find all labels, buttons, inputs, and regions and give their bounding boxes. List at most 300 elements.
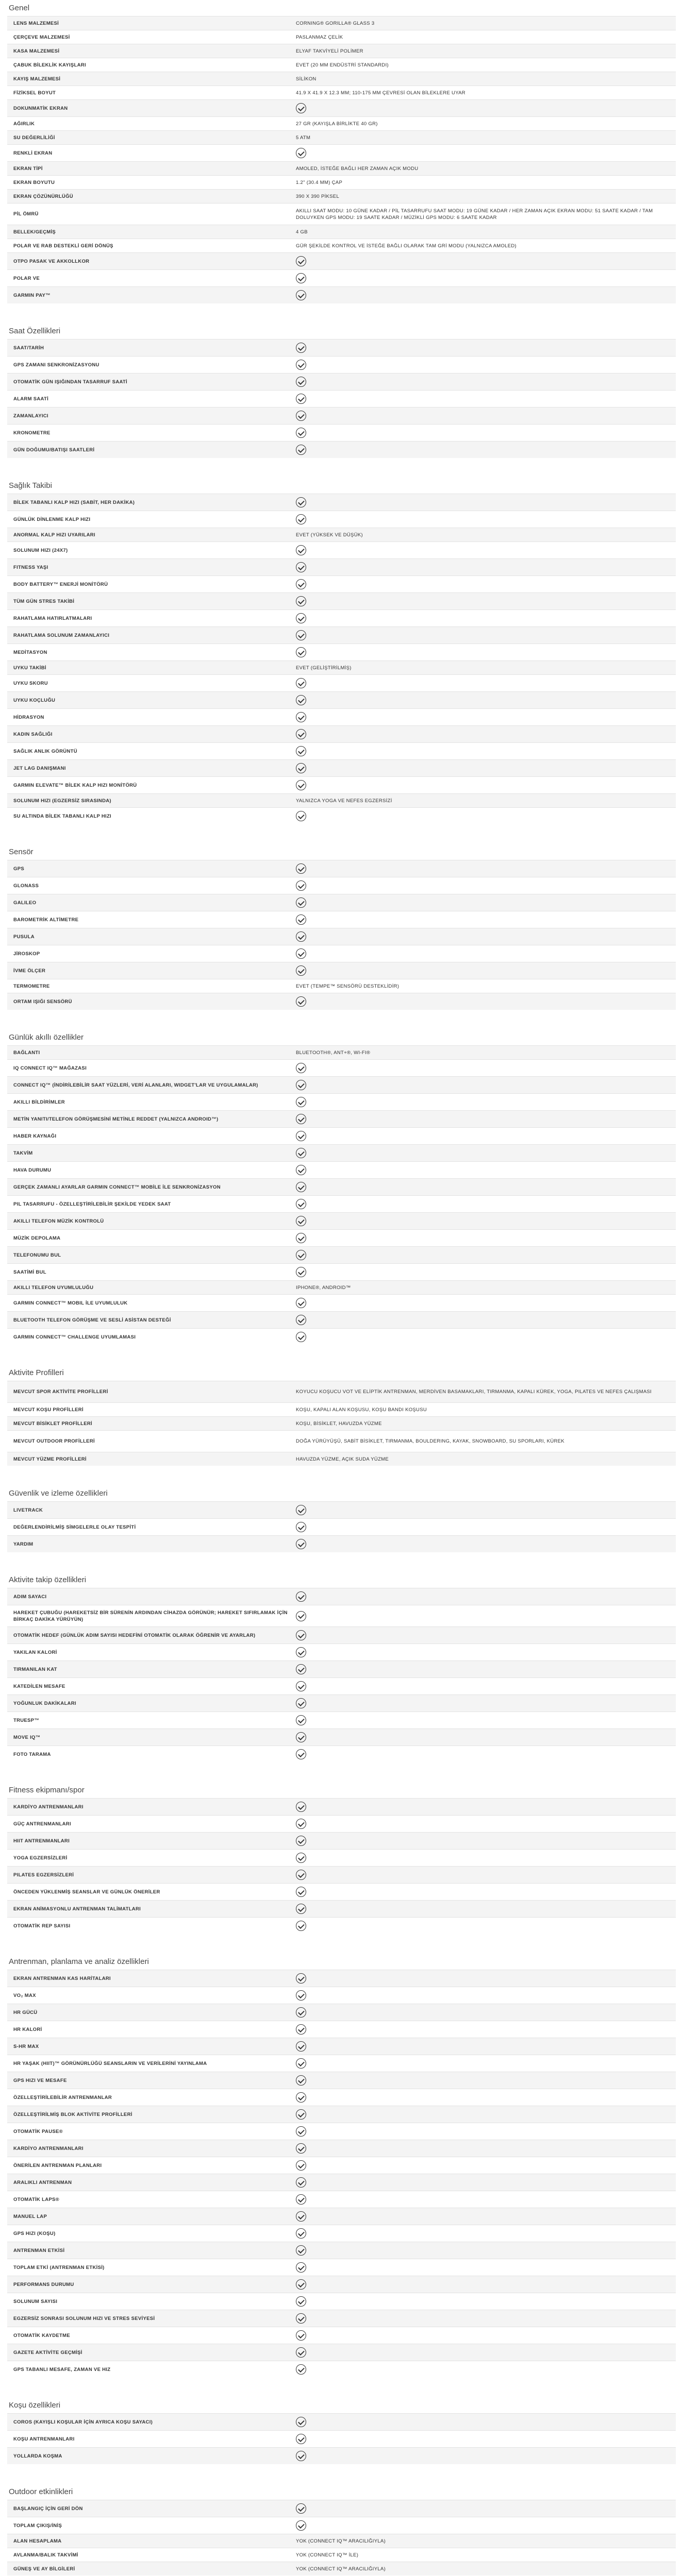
spec-row [7, 776, 676, 793]
spec-value-check [292, 1502, 676, 1518]
check-circle-icon [296, 1630, 306, 1640]
spec-row [7, 2430, 676, 2447]
spec-section-saat-o-zellikleri [7, 323, 676, 458]
check-circle-icon [296, 360, 306, 370]
spec-row [7, 708, 676, 725]
check-circle-icon [296, 1611, 306, 1621]
spec-value-check [292, 1264, 676, 1280]
check-circle-icon [296, 2092, 306, 2103]
spec-value: KOŞU, BİSİKLET, HAVUZDA YÜZME [296, 1420, 382, 1427]
spec-value-check [292, 287, 676, 303]
spec-value-check [292, 644, 676, 660]
spec-value-check [292, 911, 676, 928]
check-circle-icon [296, 1199, 306, 1209]
spec-row [7, 660, 676, 674]
spec-value-check [292, 2500, 676, 2517]
section-gap [7, 1466, 676, 1485]
check-circle-icon [296, 256, 306, 266]
spec-value-check [292, 2055, 676, 2072]
spec-value-check [292, 1970, 676, 1987]
section-gap [7, 458, 676, 478]
spec-value-check [292, 408, 676, 424]
spec-row [7, 1178, 676, 1195]
spec-section-genel [7, 0, 676, 303]
check-circle-icon [296, 948, 306, 959]
spec-value-check [292, 442, 676, 458]
spec-label: EKRAN TİPİ [13, 165, 43, 172]
spec-row [7, 2344, 676, 2361]
spec-value-check [292, 1145, 676, 1161]
spec-label: AKILLI TELEFON MÜZİK KONTROLÜ [13, 1218, 104, 1224]
spec-label: S-HR MAX [13, 2043, 39, 2049]
spec-value: 4 GB [296, 229, 308, 235]
spec-value-check [292, 494, 676, 511]
spec-value-check [292, 2174, 676, 2191]
check-circle-icon [296, 2347, 306, 2358]
spec-row [7, 1900, 676, 1917]
spec-section-senso-r [7, 844, 676, 1010]
check-circle-icon [296, 1216, 306, 1226]
spec-value: 390 X 390 PİKSEL [296, 193, 340, 199]
spec-value-check [292, 1918, 676, 1934]
spec-label: ÖZELLEŞTİRİLEBİLİR ANTRENMANLAR [13, 2094, 112, 2100]
spec-label: KARDİYO ANTRENMANLARI [13, 1804, 84, 1810]
spec-label: MEVCUT SPOR AKTİVİTE PROFİLLERİ [13, 1389, 108, 1395]
spec-row [7, 725, 676, 742]
spec-label: KATEDİLEN MESAFE [13, 1683, 65, 1689]
spec-row [7, 16, 676, 30]
spec-row [7, 691, 676, 708]
check-circle-icon [296, 1148, 306, 1158]
spec-row [7, 1195, 676, 1212]
spec-row [7, 441, 676, 458]
spec-row [7, 373, 676, 390]
spec-row [7, 1076, 676, 1093]
spec-value-check [292, 1128, 676, 1144]
spec-label: OTOMATİK PAUSE® [13, 2128, 63, 2134]
spec-label: ÖZELLEŞTİRİLMİŞ BLOK AKTİVİTE PROFİLLERİ [13, 2111, 132, 2117]
spec-row [7, 175, 676, 189]
spec-value-check [292, 1094, 676, 1110]
spec-value-check [292, 145, 676, 161]
spec-row [7, 130, 676, 144]
spec-row [7, 807, 676, 824]
spec-row [7, 2293, 676, 2310]
spec-section-fitness-ekipman-spor [7, 1782, 676, 1934]
spec-label: BİLEK TABANLI KALP HIZI (SABİT, HER DAKİKA) [13, 499, 135, 505]
spec-value-check [292, 100, 676, 116]
check-circle-icon [296, 2126, 306, 2137]
spec-row [7, 2174, 676, 2191]
spec-value-check [292, 2242, 676, 2259]
spec-value: CORNING® GORILLA® GLASS 3 [296, 20, 375, 26]
check-circle-icon [296, 630, 306, 640]
spec-row [7, 2004, 676, 2021]
spec-label: OTPO PASAK VE AKKOLLKOR [13, 258, 90, 264]
spec-value-check [292, 928, 676, 945]
spec-row [7, 793, 676, 807]
check-circle-icon [296, 2007, 306, 2018]
spec-value-check [292, 1678, 676, 1694]
spec-label: SU DEĞERLİLİĞİ [13, 134, 55, 141]
spec-label: YARDIM [13, 1541, 34, 1547]
spec-value-check [292, 1329, 676, 1345]
spec-row [7, 1280, 676, 1294]
spec-label: TOPLAM ETKİ (ANTRENMAN ETKİSİ) [13, 2264, 105, 2270]
spec-row [7, 1416, 676, 1430]
spec-label: METİN YANITI/TELEFON GÖRÜŞMESİNİ METİNLE REDDET (YALNIZCA ANDROID™) [13, 1116, 219, 1122]
spec-value-check [292, 425, 676, 441]
section-title: Saat Özellikleri [7, 323, 676, 339]
check-circle-icon [296, 1165, 306, 1175]
check-circle-icon [296, 2143, 306, 2154]
check-circle-icon [296, 2177, 306, 2188]
spec-value-check [292, 1213, 676, 1229]
spec-value-check [292, 2448, 676, 2464]
spec-label: ALAN HESAPLAMA [13, 2538, 62, 2544]
check-circle-icon [296, 1522, 306, 1532]
spec-value-check [292, 2157, 676, 2174]
spec-label: OTOMATİK REP SAYISI [13, 1923, 71, 1929]
spec-label: UYKU SKORU [13, 680, 48, 686]
check-circle-icon [296, 1647, 306, 1657]
check-circle-icon [296, 545, 306, 555]
spec-row [7, 225, 676, 239]
check-circle-icon [296, 1505, 306, 1515]
spec-label: BELLEK/GEÇMİŞ [13, 229, 56, 235]
check-circle-icon [296, 1063, 306, 1073]
spec-row [7, 2191, 676, 2208]
section-gap [7, 1552, 676, 1572]
spec-row [7, 2413, 676, 2430]
spec-row [7, 2310, 676, 2327]
spec-row [7, 1711, 676, 1728]
spec-label: BAŞLANGIÇ İÇİN GERİ DÖN [13, 2505, 83, 2512]
section-title: Koşu özellikleri [7, 2397, 676, 2413]
spec-label: EKRAN ÇÖZÜNÜRLÜĞÜ [13, 193, 73, 199]
spec-label: RAHATLAMA HATIRLATMALARI [13, 615, 92, 621]
spec-row [7, 1501, 676, 1518]
spec-label: KAYIŞ MALZEMESİ [13, 76, 61, 82]
spec-value-check [292, 808, 676, 824]
spec-row [7, 2361, 676, 2378]
spec-row [7, 1381, 676, 1402]
spec-row [7, 252, 676, 269]
spec-label: KRONOMETRE [13, 430, 51, 436]
spec-row [7, 1430, 676, 1452]
check-circle-icon [296, 1267, 306, 1277]
spec-label: HR YAŞAK (HIIT)™ GÖRÜNÜRLÜĞÜ SEANSLARIN VE VERİLERİNİ YAYINLAMA [13, 2060, 207, 2066]
check-circle-icon [296, 2520, 306, 2531]
spec-value-check [292, 894, 676, 911]
check-circle-icon [296, 1591, 306, 1602]
spec-label: EKRAN BOYUTU [13, 179, 55, 185]
spec-value: 5 ATM [296, 134, 311, 141]
spec-label: FITNESS YAŞI [13, 564, 48, 570]
check-circle-icon [296, 514, 306, 524]
spec-value-check [292, 777, 676, 793]
spec-row [7, 759, 676, 776]
spec-row [7, 144, 676, 161]
spec-row [7, 674, 676, 691]
check-circle-icon [296, 377, 306, 387]
spec-value: EVET (TEMPE™ SENSÖRÜ DESTEKLİDİR) [296, 983, 399, 989]
check-circle-icon [296, 2330, 306, 2341]
spec-value-check [292, 709, 676, 725]
spec-label: SAAT/TARİH [13, 345, 44, 351]
spec-label: JİROSKOP [13, 951, 40, 957]
check-circle-icon [296, 647, 306, 657]
spec-row [7, 894, 676, 911]
spec-value-check [292, 1060, 676, 1076]
spec-value-check [292, 743, 676, 759]
check-circle-icon [296, 2041, 306, 2052]
spec-row [7, 1311, 676, 1328]
check-circle-icon [296, 1332, 306, 1342]
spec-label: OTOMATİK KAYDETME [13, 2332, 70, 2338]
spec-label: GÜÇ ANTRENMANLARI [13, 1821, 71, 1827]
spec-label: VO₂ MAX [13, 1992, 36, 1998]
spec-label: KASA MALZEMESİ [13, 48, 60, 54]
section-title: Genel [7, 0, 676, 16]
spec-row [7, 1798, 676, 1815]
spec-label: OTOMATİK GÜN IŞIĞINDAN TASARRUF SAATİ [13, 379, 127, 385]
check-circle-icon [296, 2075, 306, 2086]
spec-value-check [292, 1901, 676, 1917]
check-circle-icon [296, 1698, 306, 1708]
spec-value: YALNIZCA YOGA VE NEFES EGZERSİZİ [296, 798, 392, 804]
spec-row [7, 911, 676, 928]
spec-row [7, 2157, 676, 2174]
spec-label: BODY BATTERY™ ENERJİ MONİTÖRÜ [13, 581, 108, 587]
check-circle-icon [296, 273, 306, 283]
spec-row [7, 1605, 676, 1626]
spec-row [7, 407, 676, 424]
spec-row [7, 541, 676, 558]
check-circle-icon [296, 2058, 306, 2069]
spec-value-check [292, 1850, 676, 1866]
check-circle-icon [296, 880, 306, 891]
spec-label: TAKVİM [13, 1150, 33, 1156]
spec-value-check [292, 726, 676, 742]
spec-row [7, 1745, 676, 1762]
spec-row [7, 2123, 676, 2140]
spec-label: KADIN SAĞLIĞI [13, 731, 53, 737]
spec-label: ÇABUK BİLEKLİK KAYIŞLARI [13, 62, 86, 68]
spec-row [7, 239, 676, 252]
spec-label: GALILEO [13, 900, 37, 906]
check-circle-icon [296, 343, 306, 353]
check-circle-icon [296, 1870, 306, 1880]
check-circle-icon [296, 1097, 306, 1107]
spec-row [7, 2500, 676, 2517]
section-title: Fitness ekipmanı/spor [7, 1782, 676, 1798]
spec-label: GPS TABANLI MESAFE, ZAMAN VE HIZ [13, 2366, 111, 2372]
spec-label: UYKU KOÇLUĞU [13, 697, 56, 703]
spec-value-check [292, 1608, 676, 1624]
spec-row [7, 1263, 676, 1280]
spec-label: İVME ÖLÇER [13, 968, 46, 974]
spec-label: ÖNERİLEN ANTRENMAN PLANLARI [13, 2162, 102, 2168]
spec-value-check [292, 2225, 676, 2242]
section-gap [7, 1010, 676, 1029]
spec-label: ANTRENMAN ETKİSİ [13, 2247, 65, 2253]
check-circle-icon [296, 2434, 306, 2444]
check-circle-icon [296, 2194, 306, 2205]
spec-value-check [292, 1987, 676, 2004]
spec-row [7, 2517, 676, 2534]
spec-label: PERFORMANS DURUMU [13, 2281, 74, 2287]
check-circle-icon [296, 394, 306, 404]
spec-value-check [292, 2191, 676, 2208]
check-circle-icon [296, 695, 306, 705]
spec-value: EVET (20 MM ENDÜSTRİ STANDARDI) [296, 62, 389, 68]
spec-value-check [292, 675, 676, 691]
spec-label: HAREKET ÇUBUĞU (HAREKETSİZ BİR SÜRENİN ARDINDAN CİHAZDA GÖRÜNÜR; HAREKET SIFIRLAMAK İÇİN BİRKAÇ DAKİKA YÜRÜYÜN) [13, 1609, 288, 1622]
spec-row [7, 116, 676, 130]
spec-value-check [292, 1519, 676, 1535]
spec-value-check [292, 2089, 676, 2106]
spec-value-check [292, 1230, 676, 1246]
spec-row [7, 1294, 676, 1311]
spec-label: POLAR VE RAB DESTEKLİ GERİ DÖNÜŞ [13, 243, 113, 249]
spec-label: PİL ÖMRÜ [13, 211, 39, 217]
spec-row [7, 2242, 676, 2259]
spec-row [7, 511, 676, 528]
spec-value: SİLİKON [296, 76, 316, 82]
spec-row [7, 1917, 676, 1934]
spec-value-check [292, 2293, 676, 2310]
spec-value: KOŞU, KAPALI ALAN KOŞUSU, KOŞU BANDI KOŞUSU [296, 1406, 427, 1413]
spec-row [7, 1987, 676, 2004]
spec-label: AKILLI BİLDİRİMLER [13, 1099, 65, 1105]
spec-label: GLONASS [13, 883, 39, 889]
spec-row [7, 99, 676, 116]
spec-row [7, 2072, 676, 2089]
spec-row [7, 575, 676, 592]
spec-label: BAROMETRİK ALTİMETRE [13, 917, 79, 923]
check-circle-icon [296, 103, 306, 113]
spec-value-check [292, 1746, 676, 1762]
spec-row [7, 2021, 676, 2038]
spec-label: RAHATLAMA SOLUNUM ZAMANLAYICI [13, 632, 110, 638]
check-circle-icon [296, 1990, 306, 2001]
spec-value: ELYAF TAKVİYELİ POLİMER [296, 48, 363, 54]
spec-label: RENKLİ EKRAN [13, 150, 53, 156]
spec-row [7, 356, 676, 373]
check-circle-icon [296, 1182, 306, 1192]
spec-value-check [292, 1196, 676, 1212]
spec-label: TOPLAM ÇIKIŞ/İNİŞ [13, 2522, 62, 2529]
spec-value-check [292, 610, 676, 626]
spec-value-check [292, 860, 676, 877]
spec-row [7, 592, 676, 609]
spec-row [7, 2089, 676, 2106]
spec-row [7, 528, 676, 541]
check-circle-icon [296, 1315, 306, 1325]
spec-row [7, 2038, 676, 2055]
spec-label: MEDİTASYON [13, 649, 47, 655]
spec-value: IPHONE®, ANDROID™ [296, 1284, 351, 1291]
spec-row [7, 962, 676, 979]
spec-row [7, 979, 676, 993]
spec-row [7, 2208, 676, 2225]
check-circle-icon [296, 1749, 306, 1759]
spec-label: FOTO TARAMA [13, 1751, 51, 1757]
spec-row [7, 1660, 676, 1677]
check-circle-icon [296, 2296, 306, 2307]
spec-label: ARALIKLI ANTRENMAN [13, 2179, 72, 2185]
spec-label: SAĞLIK ANLIK GÖRÜNTÜ [13, 748, 77, 754]
section-title: Aktivite Profilleri [7, 1365, 676, 1381]
spec-row [7, 72, 676, 86]
spec-label: BAĞLANTI [13, 1049, 40, 1056]
spec-label: PUSULA [13, 934, 35, 940]
check-circle-icon [296, 411, 306, 421]
spec-value-check [292, 357, 676, 373]
spec-value-check [292, 511, 676, 528]
check-circle-icon [296, 1904, 306, 1914]
spec-label: GPS HIZI VE MESAFE [13, 2077, 67, 2083]
spec-row [7, 1110, 676, 1127]
spec-value-check [292, 1833, 676, 1849]
spec-row [7, 339, 676, 356]
spec-label: HR GÜCÜ [13, 2009, 38, 2015]
spec-label: OTOMATİK LAPS® [13, 2196, 59, 2202]
spec-value-check [292, 1695, 676, 1711]
spec-label: GÜNEŞ VE AY BİLGİLERİ [13, 2566, 75, 2572]
spec-value-check [292, 374, 676, 390]
spec-label: ÖNCEDEN YÜKLENMİŞ SEANSLAR VE GÜNLÜK ÖNERİLER [13, 1889, 160, 1895]
spec-value: 41.9 X 41.9 X 12.3 MM; 110-175 MM ÇEVRESİ OLAN BİLEKLERE UYAR [296, 90, 465, 96]
spec-row [7, 1045, 676, 1059]
spec-label: TIRMANILAN KAT [13, 1666, 57, 1672]
spec-value-check [292, 576, 676, 592]
spec-label: GÜNLÜK DİNLENME KALP HIZI [13, 516, 91, 522]
spec-label: LIVETRACK [13, 1507, 43, 1513]
spec-row [7, 558, 676, 575]
spec-section-outdoor-etkinlikleri [7, 2484, 676, 2575]
section-title: Antrenman, planlama ve analiz özellikleri [7, 1954, 676, 1970]
spec-label: IQ CONNECT IQ™ MAĞAZASI [13, 1065, 87, 1071]
spec-label: YAKILAN KALORİ [13, 1649, 57, 1655]
spec-label: ANORMAL KALP HIZI UYARILARI [13, 532, 95, 538]
spec-label: PIL TASARRUFU - ÖZELLEŞTİRİLEBİLİR ŞEKİLDE YEDEK SAAT [13, 1201, 171, 1207]
check-circle-icon [296, 2211, 306, 2222]
section-gap [7, 1934, 676, 1954]
check-circle-icon [296, 1298, 306, 1308]
spec-value-check [292, 2123, 676, 2140]
spec-row [7, 424, 676, 441]
spec-row [7, 860, 676, 877]
spec-label: AĞIRLIK [13, 121, 35, 127]
spec-value: EVET (YÜKSEK VE DÜŞÜK) [296, 532, 363, 538]
check-circle-icon [296, 290, 306, 300]
spec-label: CONNECT IQ™ (İNDİRİLEBİLİR SAAT YÜZLERİ, VERİ ALANLARI, WIDGET'LAR VE UYGULAMALAR) [13, 1082, 258, 1088]
spec-value-check [292, 1312, 676, 1328]
spec-label: DEĞERLENDİRİLMİŞ SİMGELERLE OLAY TESPİTİ [13, 1524, 136, 1530]
check-circle-icon [296, 445, 306, 455]
check-circle-icon [296, 2160, 306, 2171]
check-circle-icon [296, 2228, 306, 2239]
spec-value: 1.2" (30.4 MM) ÇAP [296, 179, 343, 185]
spec-row [7, 86, 676, 99]
spec-label: LENS MALZEMESİ [13, 20, 59, 26]
check-circle-icon [296, 2417, 306, 2427]
spec-value-check [292, 1884, 676, 1900]
section-gap [7, 1345, 676, 1365]
spec-value-check [292, 2021, 676, 2038]
